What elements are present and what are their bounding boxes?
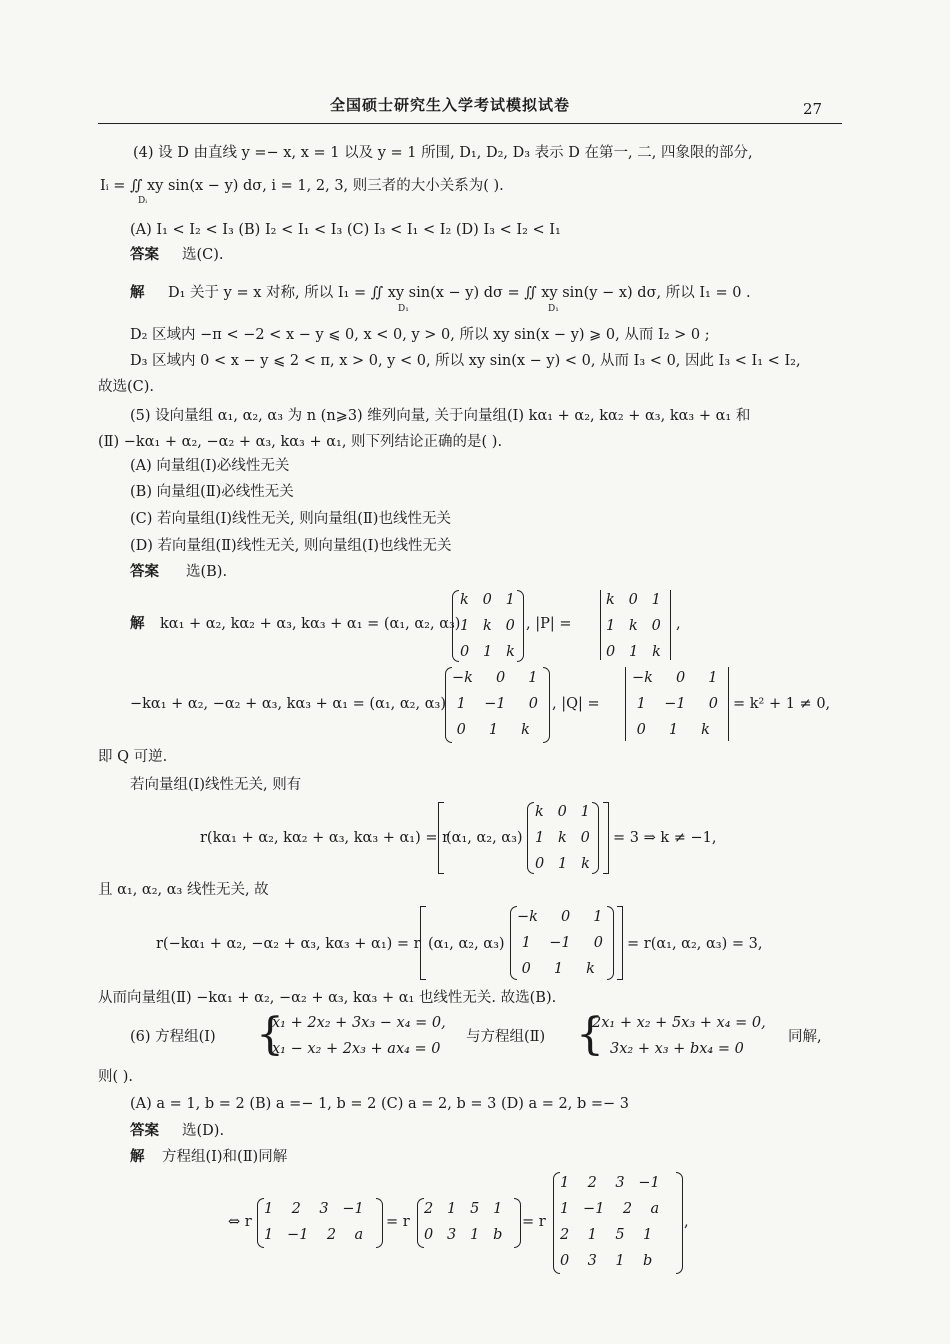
matrix-row: 1 −1 0 bbox=[517, 935, 603, 951]
q5-option-c: (C) 若向量组(Ⅰ)线性无关, 则向量组(Ⅱ)也线性无关 bbox=[130, 511, 451, 527]
q5-q-invertible: 即 Q 可逆. bbox=[98, 749, 168, 765]
q5-option-d: (D) 若向量组(Ⅱ)线性无关, 则向量组(Ⅰ)也线性无关 bbox=[130, 538, 452, 554]
q5-option-a: (A) 向量组(Ⅰ)必线性无关 bbox=[130, 458, 290, 474]
matrix-m1 bbox=[264, 1196, 364, 1248]
q6-options: (A) a = 1, b = 2 (B) a =− 1, b = 2 (C) a = 2, b = 3 (D) a = 2, b =− 3 bbox=[130, 1096, 629, 1112]
det-q-row: −k 0 1 bbox=[632, 670, 718, 686]
matrix-row: −k 0 1 bbox=[517, 909, 603, 925]
matrix-m3 bbox=[560, 1170, 660, 1274]
bracket-right bbox=[603, 802, 609, 874]
matrix-m2 bbox=[424, 1196, 502, 1248]
q4-stem-line1: (4) 设 D 由直线 y =− x, x = 1 以及 y = 1 所围, D₁, D₂, D₃ 表示 D 在第一, 二, 四象限的部分, bbox=[133, 145, 753, 161]
det-bar-right bbox=[728, 667, 729, 741]
brace-icon: { bbox=[256, 1009, 284, 1060]
q5-stem-line2: (Ⅱ) −kα₁ + α₂, −α₂ + α₃, kα₃ + α₁, 则下列结论正确的是( ). bbox=[98, 434, 503, 450]
q5-eq1-end: , bbox=[676, 616, 681, 632]
matrix-m3-row: 2 1 5 1 bbox=[560, 1227, 653, 1243]
matrix-p-row: k 0 1 bbox=[460, 592, 515, 608]
q6-stem-pre: (6) 方程组(Ⅰ) bbox=[130, 1029, 216, 1045]
q5-if-line: 若向量组(Ⅰ)线性无关, 则有 bbox=[130, 777, 302, 793]
det-p-row: 1 k 0 bbox=[606, 618, 661, 634]
q5-solution-label: 解 bbox=[130, 615, 145, 632]
q4-integral-subscript: Dᵢ bbox=[138, 196, 148, 206]
matrix-row: 0 1 k bbox=[535, 856, 590, 872]
matrix-q-row: 1 −1 0 bbox=[452, 696, 538, 712]
q5-rank1-left: r(kα₁ + α₂, kα₂ + α₃, kα₃ + α₁) = r bbox=[200, 830, 450, 846]
matrix-paren-left bbox=[417, 1198, 424, 1248]
matrix-p bbox=[460, 587, 515, 665]
q5-eq1-mid: , |P| = bbox=[526, 616, 572, 632]
det-q bbox=[632, 665, 718, 743]
q4-answer-label: 答案 bbox=[130, 246, 159, 263]
matrix-p-row: 0 1 k bbox=[460, 644, 515, 660]
page-number: 27 bbox=[803, 100, 823, 118]
q6-system2-eq2: 3x₂ + x₃ + bx₄ = 0 bbox=[610, 1041, 744, 1057]
q6-eq-r2: = r bbox=[522, 1214, 546, 1230]
matrix-m1-row: 1 2 3 −1 bbox=[264, 1201, 364, 1217]
matrix-m3-row: 1 2 3 −1 bbox=[560, 1175, 660, 1191]
bracket-left bbox=[420, 906, 426, 980]
matrix-m3-row: 1 −1 2 a bbox=[560, 1201, 660, 1217]
matrix-row: 1 k 0 bbox=[535, 830, 590, 846]
q4-sub-d1-a: D₁ bbox=[398, 304, 409, 314]
matrix-m1-row: 1 −1 2 a bbox=[264, 1227, 364, 1243]
q4-solution-line1: D₁ 关于 y = x 对称, 所以 I₁ = ∬ xy sin(x − y) dσ = ∬ xy sin(y − x) dσ, 所以 I₁ = 0 . bbox=[168, 285, 751, 301]
q4-solution-line2: D₂ 区域内 −π < −2 < x − y ⩽ 0, x < 0, y > 0, 所以 xy sin(x − y) ⩾ 0, 从而 I₂ > 0 ; bbox=[130, 327, 710, 343]
q6-eq-r: = r bbox=[386, 1214, 410, 1230]
bracket-right bbox=[617, 906, 623, 980]
q4-solution-label: 解 bbox=[130, 284, 145, 301]
det-bar-left bbox=[600, 590, 601, 660]
q6-end: , bbox=[684, 1214, 689, 1230]
matrix-paren-right bbox=[676, 1172, 683, 1274]
q5-stem-line1: (5) 设向量组 α₁, α₂, α₃ 为 n (n⩾3) 维列向量, 关于向量组(Ⅰ) kα₁ + α₂, kα₂ + α₃, kα₃ + α₁ 和 bbox=[130, 408, 751, 424]
matrix-paren-left bbox=[452, 590, 459, 662]
matrix-q-row: 0 1 k bbox=[452, 722, 530, 738]
matrix-m2-row: 2 1 5 1 bbox=[424, 1201, 503, 1217]
det-q-row: 1 −1 0 bbox=[632, 696, 718, 712]
q5-eq1-left: kα₁ + α₂, kα₂ + α₃, kα₃ + α₁ = (α₁, α₂, α₃) bbox=[160, 616, 461, 632]
bracket-left bbox=[438, 802, 444, 874]
q6-answer-label: 答案 bbox=[130, 1122, 159, 1139]
q5-and-line: 且 α₁, α₂, α₃ 线性无关, 故 bbox=[98, 882, 269, 898]
q5-rank2-inner: (α₁, α₂, α₃) bbox=[428, 936, 505, 952]
q6-stem-mid: 与方程组(Ⅱ) bbox=[466, 1029, 546, 1045]
page-header-title: 全国硕士研究生入学考试模拟试卷 bbox=[330, 96, 571, 114]
q6-system1-eq1: x₁ + 2x₂ + 3x₃ − x₄ = 0, bbox=[272, 1015, 446, 1031]
q4-options: (A) I₁ < I₂ < I₃ (B) I₂ < I₁ < I₃ (C) I₃ < I₁ < I₂ (D) I₃ < I₂ < I₁ bbox=[130, 222, 561, 238]
matrix-paren-right bbox=[592, 802, 599, 874]
q6-solution-line1: 方程组(Ⅰ)和(Ⅱ)同解 bbox=[162, 1149, 288, 1165]
q4-solution-line3: D₃ 区域内 0 < x − y ⩽ 2 < π, x > 0, y < 0, 所以 xy sin(x − y) < 0, 从而 I₃ < 0, 因此 I₃ < I₁ < I₂, bbox=[130, 353, 801, 369]
q5-rank1-right: = 3 ⇒ k ≠ −1, bbox=[613, 830, 717, 846]
q5-rank2-right: = r(α₁, α₂, α₃) = 3, bbox=[627, 936, 763, 952]
det-p bbox=[606, 587, 661, 665]
q6-iff: ⇔ r bbox=[228, 1214, 252, 1230]
q4-stem-line2: Iᵢ = ∬ xy sin(x − y) dσ, i = 1, 2, 3, 则三者的大小关系为( ). bbox=[100, 178, 504, 194]
matrix-m2-row: 0 3 1 b bbox=[424, 1227, 503, 1243]
q5-conclusion: 从而向量组(Ⅱ) −kα₁ + α₂, −α₂ + α₃, kα₃ + α₁ 也线性无关. 故选(B). bbox=[98, 990, 557, 1006]
header-rule bbox=[98, 123, 842, 124]
q4-answer: 选(C). bbox=[182, 247, 224, 263]
q5-eq2-mid: , |Q| = bbox=[552, 696, 600, 712]
matrix-paren-right bbox=[514, 1198, 521, 1248]
q5-rank1-inner: (α₁, α₂, α₃) bbox=[446, 830, 523, 846]
q6-solution-label: 解 bbox=[130, 1148, 145, 1165]
matrix-p-row: 1 k 0 bbox=[460, 618, 515, 634]
matrix-paren-right bbox=[517, 590, 524, 662]
matrix-m3-row: 0 3 1 b bbox=[560, 1253, 653, 1269]
matrix-paren-right bbox=[543, 667, 550, 743]
q6-stem-line2: 则( ). bbox=[98, 1069, 134, 1085]
matrix-q bbox=[452, 665, 538, 743]
q4-solution-line4: 故选(C). bbox=[98, 379, 155, 395]
q5-answer-label: 答案 bbox=[130, 563, 159, 580]
q4-sub-d1-b: D₁ bbox=[548, 304, 559, 314]
matrix-paren-left bbox=[527, 802, 534, 874]
matrix-q-rank bbox=[517, 904, 603, 982]
det-q-row: 0 1 k bbox=[632, 722, 710, 738]
matrix-paren-left bbox=[553, 1172, 560, 1274]
matrix-p-rank bbox=[535, 799, 590, 877]
matrix-paren-right bbox=[607, 906, 614, 980]
det-bar-right bbox=[670, 590, 671, 660]
matrix-q-row: −k 0 1 bbox=[452, 670, 538, 686]
q5-option-b: (B) 向量组(Ⅱ)必线性无关 bbox=[130, 484, 294, 500]
matrix-paren-left bbox=[445, 667, 452, 743]
q6-system1-eq2: x₁ − x₂ + 2x₃ + ax₄ = 0 bbox=[272, 1041, 441, 1057]
matrix-row: k 0 1 bbox=[535, 804, 590, 820]
det-bar-left bbox=[625, 667, 626, 741]
brace-icon: { bbox=[576, 1009, 604, 1060]
det-p-row: k 0 1 bbox=[606, 592, 661, 608]
matrix-row: 0 1 k bbox=[517, 961, 595, 977]
det-p-row: 0 1 k bbox=[606, 644, 661, 660]
matrix-paren-left bbox=[257, 1198, 264, 1248]
matrix-paren-left bbox=[510, 906, 517, 980]
q6-answer: 选(D). bbox=[182, 1123, 225, 1139]
q6-system2-eq1: 2x₁ + x₂ + 5x₃ + x₄ = 0, bbox=[592, 1015, 766, 1031]
q5-eq2-left: −kα₁ + α₂, −α₂ + α₃, kα₃ + α₁ = (α₁, α₂, α₃) bbox=[130, 696, 446, 712]
q6-stem-post: 同解, bbox=[788, 1029, 822, 1045]
matrix-paren-right bbox=[376, 1198, 383, 1248]
q5-rank2-left: r(−kα₁ + α₂, −α₂ + α₃, kα₃ + α₁) = r bbox=[156, 936, 421, 952]
q5-eq2-end: = k² + 1 ≠ 0, bbox=[733, 696, 831, 712]
q5-answer: 选(B). bbox=[186, 564, 228, 580]
